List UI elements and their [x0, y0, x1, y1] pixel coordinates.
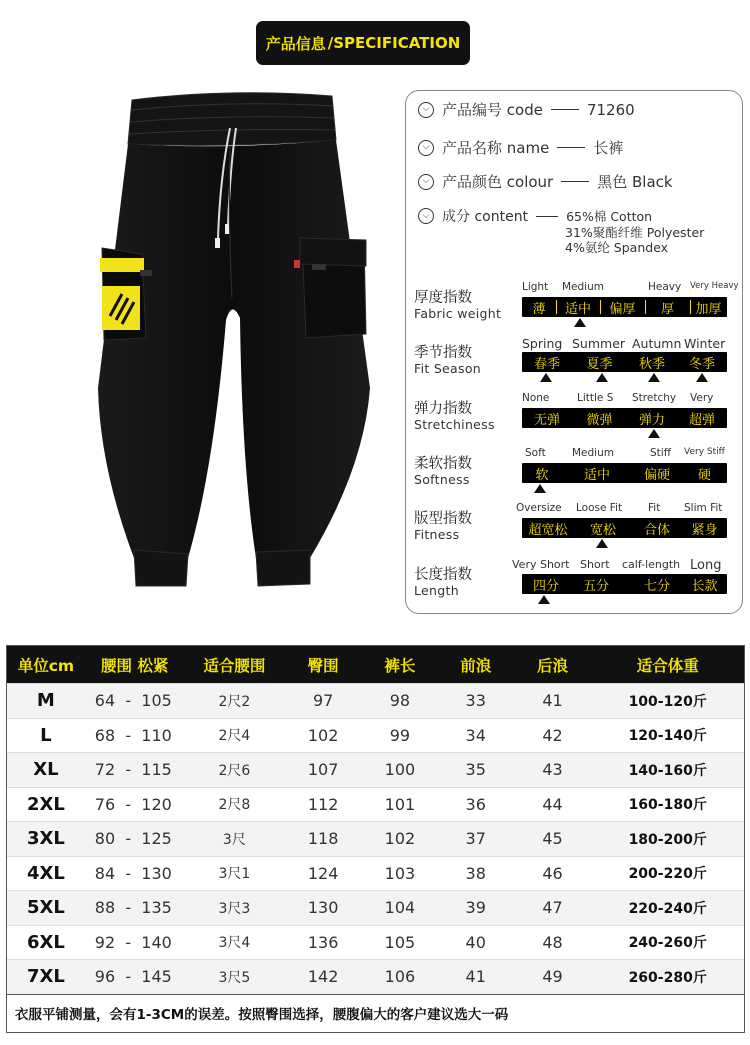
index-label: [414, 402, 514, 432]
scale-bar: [522, 408, 727, 428]
scale-bar: [522, 352, 727, 372]
index-label-en: Fabric weight: [414, 306, 502, 321]
cell-waist-range: 72 - 115: [94, 760, 172, 780]
cell-size: 2XL: [26, 793, 65, 815]
cell-hip: 118: [307, 829, 339, 849]
cell-weight: 140-160斤: [628, 762, 707, 779]
scale-top-label: Fit: [648, 502, 661, 514]
scale-top-label: Heavy: [648, 281, 682, 293]
cell-fit-waist: 3尺1: [218, 866, 251, 883]
index-label: [414, 568, 514, 598]
scale-cell: 五分: [582, 578, 609, 594]
cell-size: 4XL: [26, 862, 65, 884]
cell-length: 99: [389, 725, 411, 745]
cell-size: 7XL: [26, 966, 65, 988]
info-label: 产品颜色 colour: [442, 173, 554, 191]
size-table: [6, 645, 745, 1033]
cell-size: 6XL: [26, 931, 65, 953]
cell-front-rise: 38: [465, 863, 486, 883]
scale-top-label: calf-length: [622, 558, 681, 571]
chevron-down-icon: ⌵: [418, 208, 434, 224]
scale-top-label: Oversize: [516, 502, 562, 514]
scale-divider: [600, 300, 601, 314]
scale-cell: 偏厚: [609, 301, 636, 317]
cell-weight: 220-240斤: [628, 900, 707, 917]
scale-cell: 偏硬: [643, 467, 670, 483]
cell-weight: 240-260斤: [628, 935, 707, 952]
cell-front-rise: 34: [465, 725, 486, 745]
header-cn: 产品信息: [265, 34, 326, 53]
composition-line: 31%聚酯纤维 Polyester: [565, 225, 705, 240]
table-row: [7, 821, 744, 856]
info-colour: [418, 171, 673, 192]
scale-cell: 弹力: [638, 412, 665, 428]
cell-back-rise: 48: [542, 932, 563, 952]
th-weight: 适合体重: [636, 656, 699, 675]
scale-top-label: Little S: [577, 392, 614, 404]
scale-bar: [522, 463, 727, 483]
cell-length: 102: [384, 829, 416, 849]
index-label-cn: 版型指数: [414, 511, 472, 527]
table-row: [7, 890, 744, 925]
cell-hip: 97: [312, 691, 334, 711]
cell-length: 100: [384, 760, 416, 780]
cell-fit-waist: 2尺6: [218, 762, 251, 779]
header-en: /SPECIFICATION: [327, 34, 461, 52]
info-label: 产品名称 name: [442, 139, 550, 157]
cell-front-rise: 37: [465, 829, 486, 849]
scale-cell: 四分: [532, 578, 559, 594]
info-code: [418, 99, 635, 120]
cell-hip: 136: [307, 932, 339, 952]
th-waist: 腰围 松紧: [100, 656, 169, 675]
th-length: 裤长: [384, 656, 416, 675]
spec-header: [256, 21, 470, 65]
dash: [536, 216, 558, 217]
cell-back-rise: 42: [542, 725, 563, 745]
index-label-cn: 季节指数: [414, 345, 472, 361]
scale-top-label: Light: [522, 281, 549, 293]
cell-fit-waist: 2尺4: [218, 728, 251, 745]
scale-bar: [522, 297, 727, 317]
chevron-down-icon: ⌵: [418, 102, 434, 118]
cell-weight: 180-200斤: [628, 831, 707, 848]
scale-divider: [645, 300, 646, 314]
table-row: [7, 925, 744, 960]
dash: [551, 109, 579, 110]
scale-cell: 厚: [660, 301, 674, 317]
cell-front-rise: 41: [465, 967, 486, 987]
scale-pointer-icon: [648, 429, 660, 438]
scale-cell: 微弹: [586, 412, 613, 428]
cell-weight: 200-220斤: [628, 866, 707, 883]
scale-cell: 秋季: [638, 356, 665, 372]
cell-weight: 260-280斤: [628, 969, 707, 986]
scale-cell: 冬季: [688, 356, 715, 372]
cell-length: 105: [384, 932, 416, 952]
table-header: [7, 646, 744, 683]
scale-pointer-icon: [538, 595, 550, 604]
cell-length: 101: [384, 794, 416, 814]
cell-length: 104: [384, 898, 416, 918]
index-label-cn: 柔软指数: [414, 456, 472, 472]
scale-cell: 春季: [533, 356, 560, 372]
scale-divider: [556, 300, 557, 314]
th-fit-waist: 适合腰围: [203, 656, 266, 675]
table-row: [7, 856, 744, 891]
cell-back-rise: 45: [542, 829, 563, 849]
scale-top-label: Very Stiff: [684, 447, 725, 457]
dash: [557, 147, 585, 148]
cell-hip: 112: [307, 794, 339, 814]
index-label-en: Softness: [414, 472, 470, 487]
scale-cell: 适中: [583, 467, 610, 483]
cell-hip: 130: [307, 898, 339, 918]
cell-front-rise: 33: [465, 691, 486, 711]
scale-cell: 七分: [643, 578, 670, 594]
cell-size: M: [36, 690, 55, 712]
cell-length: 98: [389, 691, 411, 711]
th-back-rise: 后浪: [537, 656, 569, 675]
cell-waist-range: 76 - 120: [94, 794, 172, 814]
cell-front-rise: 36: [465, 794, 486, 814]
cell-fit-waist: 3尺3: [218, 900, 251, 917]
scale-cell: 无弹: [533, 412, 560, 428]
info-label: 产品编号 code: [442, 101, 543, 119]
scale-top-label: Winter: [684, 336, 726, 351]
scale-bar: [522, 574, 727, 594]
cell-waist-range: 92 - 140: [94, 932, 172, 952]
info-label: 成分 content: [442, 209, 529, 225]
scale-top-label: Medium: [572, 447, 614, 459]
th-front-rise: 前浪: [460, 656, 492, 675]
cell-hip: 107: [307, 760, 339, 780]
scale-top-label: Short: [580, 558, 610, 571]
scale-cell: 薄: [532, 301, 546, 317]
scale-cell: 宽松: [589, 522, 616, 538]
scale-pointer-icon: [534, 484, 546, 493]
scale-top-label: Slim Fit: [684, 502, 723, 514]
index-label-cn: 长度指数: [414, 567, 472, 583]
cell-waist-range: 96 - 145: [94, 967, 172, 987]
info-content: [418, 206, 652, 226]
scale-top-label: Soft: [525, 447, 546, 459]
cell-hip: 102: [307, 725, 339, 745]
index-label-en: Stretchiness: [414, 417, 495, 432]
scale-cell: 加厚: [695, 301, 722, 317]
scale-cell: 适中: [564, 301, 591, 317]
cell-fit-waist: 3尺5: [218, 969, 251, 986]
table-row: [7, 718, 744, 753]
cell-hip: 142: [307, 967, 339, 987]
table-footnote: 衣服平铺测量，会有1-3CM的误差。按照臀围选择，腰腹偏大的客户建议选大一码: [7, 994, 744, 1032]
scale-cell: 超弹: [688, 412, 715, 428]
composition-line: 4%氨纶 Spandex: [565, 240, 669, 255]
cell-back-rise: 49: [542, 967, 563, 987]
scale-top-label: None: [522, 392, 550, 404]
cell-back-rise: 46: [542, 863, 563, 883]
chevron-down-icon: ⌵: [418, 140, 434, 156]
cell-waist-range: 68 - 110: [94, 725, 172, 745]
cell-size: L: [40, 724, 52, 746]
pants-image: [80, 88, 390, 608]
scale-cell: 软: [535, 467, 549, 483]
info-value: 65%棉 Cotton: [566, 209, 653, 224]
cell-fit-waist: 3尺: [222, 831, 246, 848]
cell-fit-waist: 2尺2: [218, 693, 251, 710]
chevron-down-icon: ⌵: [418, 174, 434, 190]
index-label: [414, 291, 514, 321]
th-unit: 单位cm: [17, 656, 75, 675]
scale-top-label: Autumn: [632, 336, 682, 351]
scale-cell: 合体: [643, 522, 670, 538]
scale-top-label: Loose Fit: [576, 502, 623, 514]
scale-top-label: Long: [690, 558, 722, 573]
dash: [561, 181, 589, 182]
th-hip: 臀围: [307, 656, 339, 675]
cell-length: 106: [384, 967, 416, 987]
table-row: [7, 683, 744, 718]
composition: [565, 225, 704, 255]
cell-front-rise: 35: [465, 760, 486, 780]
info-value: 71260: [586, 100, 635, 119]
cell-waist-range: 80 - 125: [94, 829, 172, 849]
index-label-en: Length: [414, 583, 459, 598]
scale-pointer-icon: [574, 318, 586, 327]
index-label-en: Fit Season: [414, 361, 481, 376]
scale-cell: 紧身: [691, 522, 718, 538]
scale-pointer-icon: [596, 539, 608, 548]
cell-waist-range: 84 - 130: [94, 863, 172, 883]
table-row: [7, 959, 744, 994]
cell-front-rise: 39: [465, 898, 486, 918]
table-row: [7, 787, 744, 822]
cell-waist-range: 64 - 105: [94, 691, 172, 711]
scale-bar: [522, 518, 727, 538]
table-row: [7, 752, 744, 787]
scale-top-label: Stiff: [650, 447, 671, 459]
scale-cell: 超宽松: [528, 522, 568, 538]
cell-size: XL: [33, 759, 59, 781]
index-label-cn: 弹力指数: [414, 401, 472, 417]
scale-pointer-icon: [540, 373, 552, 382]
cell-size: 5XL: [26, 897, 65, 919]
cell-front-rise: 40: [465, 932, 486, 952]
cell-length: 103: [384, 863, 416, 883]
index-label: [414, 512, 514, 542]
scale-divider: [690, 300, 691, 314]
scale-cell: 硬: [697, 467, 711, 483]
cell-hip: 124: [307, 863, 339, 883]
scale-top-label: Summer: [572, 336, 626, 351]
scale-cell: 长款: [691, 578, 718, 594]
info-value: 黑色 Black: [597, 173, 673, 191]
scale-top-label: Spring: [522, 336, 563, 351]
scale-top-label: Very Short: [512, 558, 570, 571]
cell-back-rise: 43: [542, 760, 563, 780]
table-body: [7, 683, 744, 994]
cell-fit-waist: 3尺4: [218, 935, 251, 952]
info-value: 长裤: [593, 139, 624, 157]
scale-pointer-icon: [696, 373, 708, 382]
scale-top-label: Very Heavy: [690, 281, 739, 291]
index-label: [414, 457, 514, 487]
index-label-cn: 厚度指数: [414, 290, 472, 306]
cell-weight: 100-120斤: [628, 693, 707, 710]
scale-cell: 夏季: [586, 356, 613, 372]
index-label: [414, 346, 514, 376]
cell-weight: 160-180斤: [628, 797, 707, 814]
info-name: [418, 137, 623, 158]
cell-back-rise: 47: [542, 898, 563, 918]
scale-pointer-icon: [596, 373, 608, 382]
scale-pointer-icon: [648, 373, 660, 382]
scale-top-label: Stretchy: [632, 392, 677, 404]
scale-top-label: Very: [690, 392, 714, 404]
cell-waist-range: 88 - 135: [94, 898, 172, 918]
cell-back-rise: 41: [542, 691, 563, 711]
index-label-en: Fitness: [414, 527, 460, 542]
cell-back-rise: 44: [542, 794, 563, 814]
cell-size: 3XL: [26, 828, 65, 850]
scale-top-label: Medium: [562, 281, 604, 293]
cell-fit-waist: 2尺8: [218, 797, 251, 814]
cell-weight: 120-140斤: [628, 728, 707, 745]
